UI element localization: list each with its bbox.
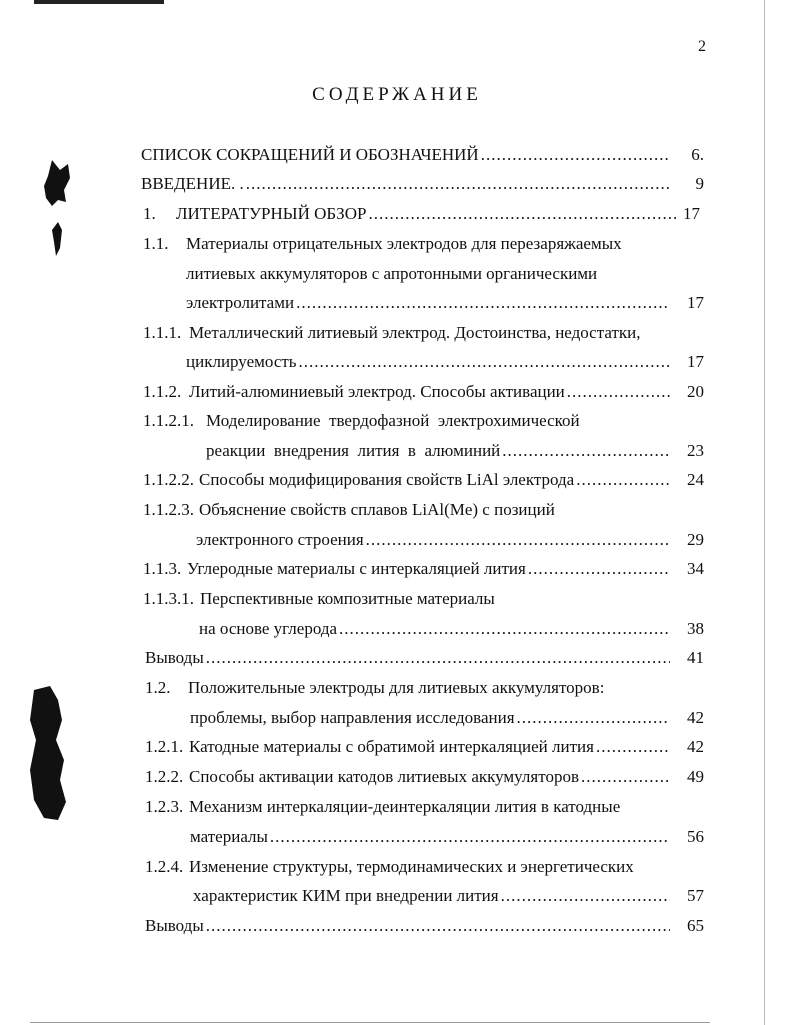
dot-leader (206, 647, 670, 669)
toc-entry-page: 41 (687, 648, 704, 667)
scan-edge-line (764, 0, 765, 1025)
toc-entry-text-last: электронного строения (196, 530, 364, 549)
toc-entry-text: Выводы (145, 916, 204, 935)
toc-entry-text: Металлический литиевый электрод. Достоинства, недостатки, (189, 323, 641, 342)
dot-leader (567, 381, 670, 403)
toc-entry-number: 1.2.4. (145, 857, 184, 876)
toc-entry (199, 469, 704, 491)
toc-entry (189, 381, 704, 403)
dot-leader (368, 203, 676, 225)
toc-entry-page: 65 (687, 916, 704, 935)
toc-entry-number: 1.2.1. (145, 737, 184, 756)
dot-leader (576, 469, 670, 491)
toc-entry-text: Механизм интеркаляции-деинтеркаляции лития в катодные (189, 797, 621, 816)
toc-entry-text: ВВЕДЕНИЕ. . (141, 174, 244, 193)
toc-entry (189, 766, 704, 788)
scan-artifact-top (34, 0, 164, 4)
toc-entry-text-last: электролитами (186, 293, 295, 312)
toc-entry-text: Литий-алюминиевый электрод. Способы активации (189, 382, 565, 401)
dot-leader (517, 707, 670, 729)
toc-entry-page: 56 (687, 827, 704, 846)
scan-artifact-left (0, 130, 80, 890)
toc-entry-page: 17 (687, 352, 704, 371)
dot-leader (296, 292, 670, 314)
toc-entry-text: Объяснение свойств сплавов LiAl(Me) с позиций (199, 500, 555, 519)
toc-entry-number: 1.2.3. (145, 797, 184, 816)
dot-leader (299, 351, 670, 373)
toc-entry-text-last: проблемы, выбор направления исследования (190, 708, 515, 727)
toc-entry-text-last: реакции внедрения лития в алюминий (206, 441, 501, 460)
toc-entry-number: 1.1.2.3. (143, 500, 194, 519)
dot-leader (246, 173, 670, 195)
toc-entry-number: 1. (143, 204, 156, 223)
dot-leader (339, 618, 670, 640)
toc-entry-text: Изменение структуры, термодинамических и энергетических (189, 857, 634, 876)
dot-leader (528, 558, 670, 580)
toc-entry-text-last: характеристик КИМ при внедрении лития (193, 886, 499, 905)
toc-entry-page: 42 (687, 737, 704, 756)
toc-entry-page: 23 (687, 441, 704, 460)
toc-entry-page: 29 (687, 530, 704, 549)
toc-entry (186, 351, 704, 373)
toc-entry-page: 24 (687, 470, 704, 489)
toc-entry-text-last: материалы (190, 827, 268, 846)
toc-entry (190, 826, 704, 848)
toc-entry-page: 57 (687, 886, 704, 905)
dot-leader (206, 915, 670, 937)
toc-entry-text: Перспективные композитные материалы (200, 589, 495, 608)
toc-entry-text: Катодные материалы с обратимой интеркаляцией лития (189, 737, 594, 756)
dot-leader (502, 440, 670, 462)
dot-leader (501, 885, 670, 907)
toc-entry (193, 885, 704, 907)
toc-entry-number: 1.1.2.1. (143, 411, 194, 430)
toc-entry (186, 292, 704, 314)
toc-entry (145, 915, 704, 937)
toc-entry (199, 618, 704, 640)
page-number: 2 (698, 38, 706, 55)
toc-entry-number: 1.1.2. (143, 382, 182, 401)
toc-entry (190, 707, 704, 729)
toc-entry-text: СПИСОК СОКРАЩЕНИЙ И ОБОЗНАЧЕНИЙ (141, 145, 479, 164)
toc-entry-text-continued: литиевых аккумуляторов с апротонными органическими (186, 264, 598, 283)
toc-entry-page: 49 (687, 767, 704, 786)
dot-leader (366, 529, 670, 551)
toc-entry-page: 42 (687, 708, 704, 727)
toc-entry-number: 1.1.3. (143, 559, 182, 578)
toc-entry (145, 647, 704, 669)
toc-entry-number: 1.1. (143, 234, 169, 253)
toc-entry-number: 1.1.1. (143, 323, 182, 342)
toc-entry-page: 17 (683, 204, 700, 223)
toc-entry (206, 440, 704, 462)
toc-entry-text: Способы модифицирования свойств LiAl электрода (199, 470, 575, 489)
toc-entry (189, 736, 704, 758)
toc-entry (196, 529, 704, 551)
toc-entry-text: Способы активации катодов литиевых аккумуляторов (189, 767, 579, 786)
page-title: СОДЕРЖАНИЕ (312, 84, 482, 105)
dot-leader (481, 144, 670, 166)
toc-entry (141, 173, 704, 195)
toc-entry-number: 1.1.2.2. (143, 470, 194, 489)
dot-leader (270, 826, 670, 848)
toc-entry-number: 1.2.2. (145, 767, 184, 786)
toc-entry-text: Выводы (145, 648, 204, 667)
toc-entry-text-last: циклируемость (186, 352, 297, 371)
dot-leader (581, 766, 670, 788)
toc-entry-page: 17 (687, 293, 704, 312)
toc-entry (176, 203, 700, 225)
scan-edge-line-bottom (30, 1022, 710, 1023)
toc-entry-page: 6. (691, 145, 704, 164)
toc-entry-text: Углеродные материалы с интеркаляцией лития (187, 559, 526, 578)
toc-entry-page: 9 (695, 174, 704, 193)
toc-entry-number: 1.2. (145, 678, 171, 697)
dot-leader (596, 736, 670, 758)
toc-entry-text: Материалы отрицательных электродов для перезаряжаемых (186, 234, 622, 253)
toc-entry-page: 34 (687, 559, 704, 578)
toc-entry-page: 20 (687, 382, 704, 401)
toc-entry (187, 558, 704, 580)
toc-entry-text: ЛИТЕРАТУРНЫЙ ОБЗОР (176, 204, 367, 223)
toc-entry-text: Моделирование твердофазной электрохимической (206, 411, 580, 430)
toc-entry-number: 1.1.3.1. (143, 589, 194, 608)
toc-entry-text: Положительные электроды для литиевых аккумуляторов: (188, 678, 605, 697)
toc-entry (141, 144, 704, 166)
toc-entry-text-last: на основе углерода (199, 619, 338, 638)
toc-entry-page: 38 (687, 619, 704, 638)
